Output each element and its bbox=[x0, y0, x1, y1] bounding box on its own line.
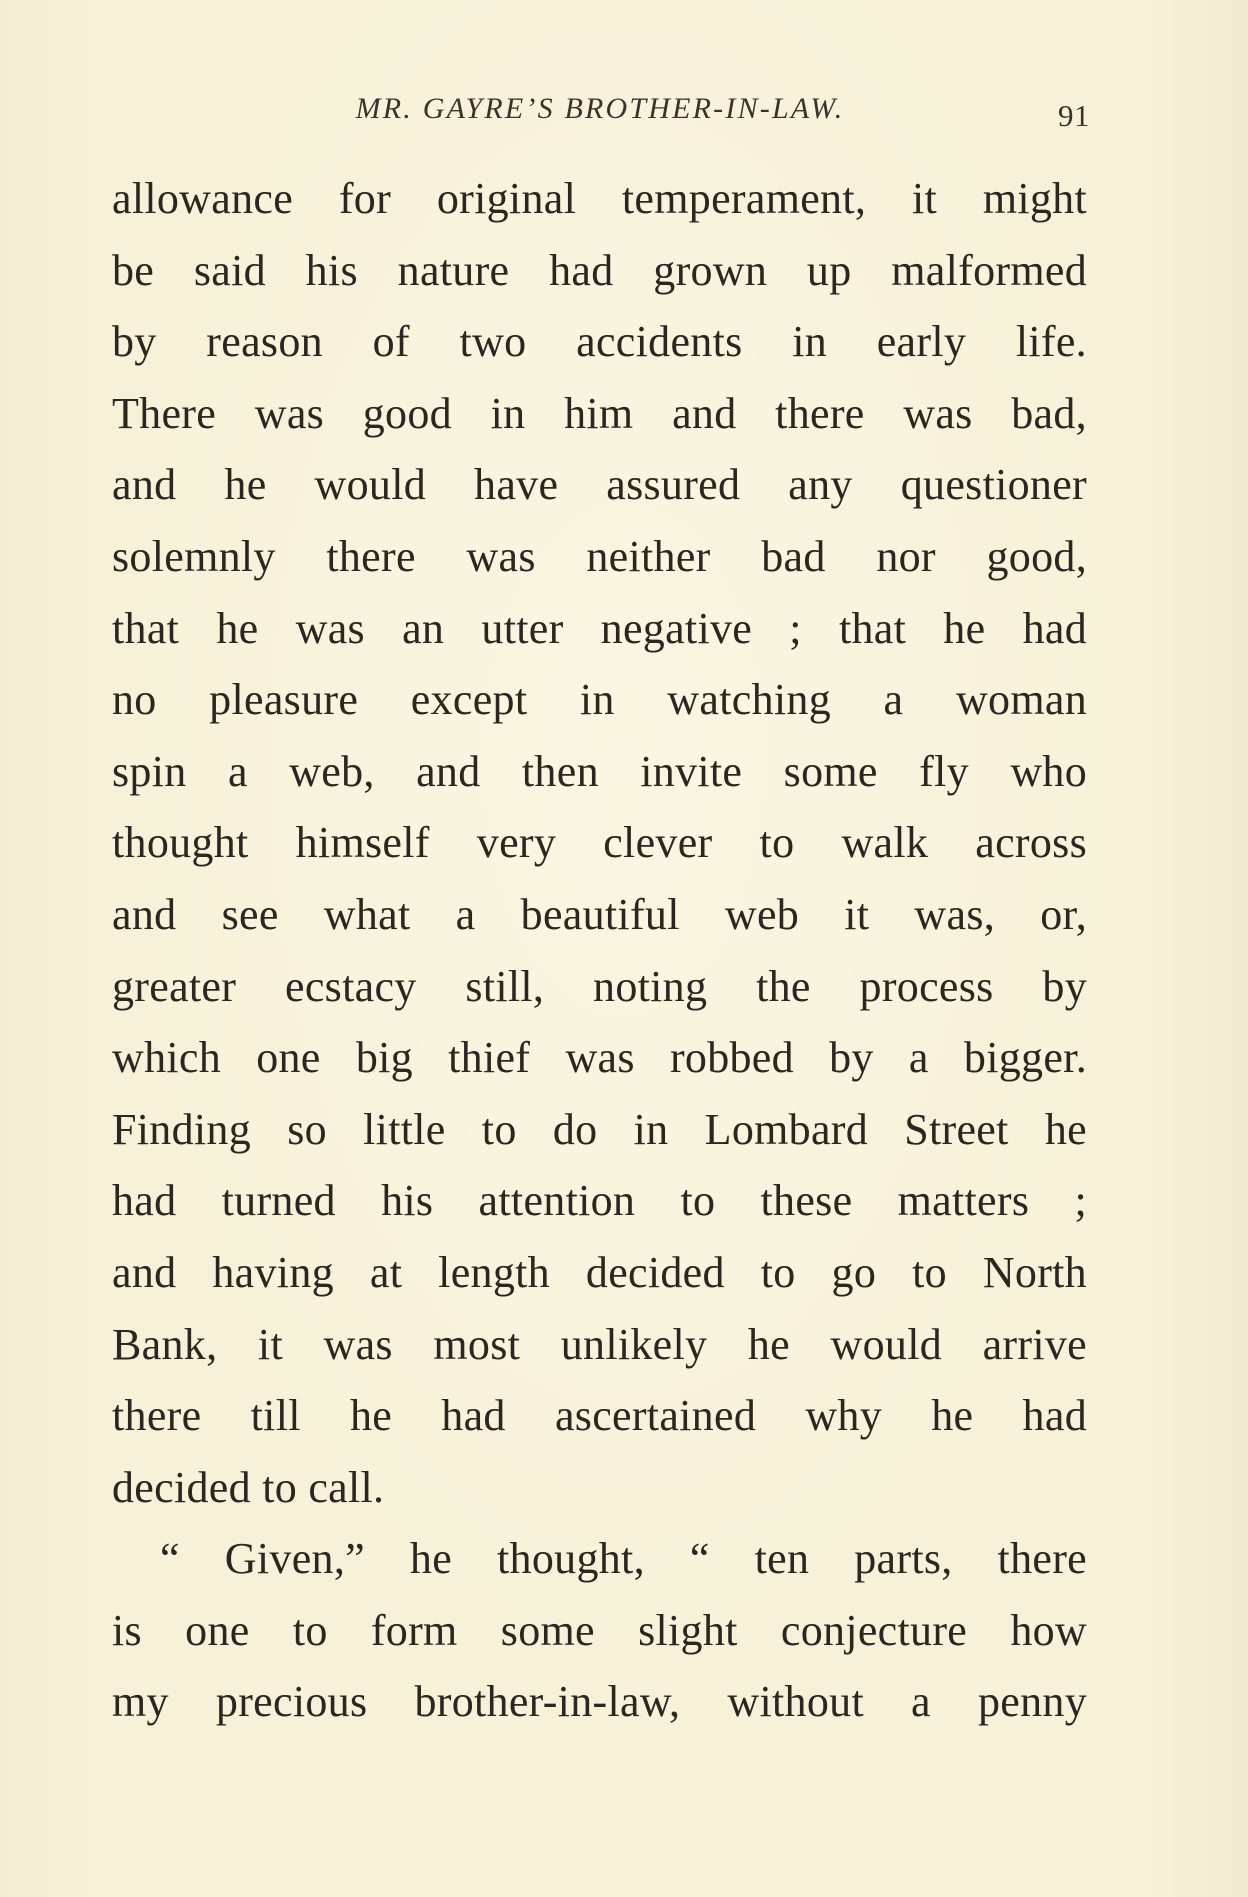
text-line: which one big thief was robbed by a bigger. bbox=[112, 1033, 1087, 1083]
text-line: and he would have assured any questioner bbox=[112, 460, 1087, 510]
text-line: thought himself very clever to walk across bbox=[112, 818, 1087, 868]
text-line: Bank, it was most unlikely he would arrive bbox=[112, 1319, 1087, 1369]
text-line: allowance for original temperament, it might bbox=[112, 174, 1087, 223]
text-line: that he was an utter negative ; that he had bbox=[112, 603, 1087, 653]
text-line: is one to form some slight conjecture how bbox=[112, 1605, 1087, 1655]
text-line-paragraph-start: “ Given,” he thought, “ ten parts, there bbox=[160, 1534, 1087, 1584]
text-line-paragraph-end: decided to call. bbox=[112, 1462, 385, 1512]
text-line: spin a web, and then invite some fly who bbox=[112, 746, 1087, 796]
text-line: my precious brother-in-law, without a penny bbox=[112, 1677, 1087, 1727]
text-line: no pleasure except in watching a woman bbox=[112, 675, 1087, 725]
text-line: There was good in him and there was bad, bbox=[112, 388, 1087, 438]
text-line: there till he had ascertained why he had bbox=[112, 1391, 1087, 1441]
text-line: had turned his attention to these matters ; bbox=[112, 1176, 1087, 1226]
text-line: be said his nature had grown up malformed bbox=[112, 245, 1087, 295]
running-title: MR. GAYRE’S BROTHER-IN-LAW. bbox=[355, 92, 845, 125]
text-line: by reason of two accidents in early life. bbox=[112, 317, 1087, 367]
body-text bbox=[112, 163, 1087, 1738]
running-head bbox=[110, 92, 1090, 136]
text-line: greater ecstacy still, noting the process by bbox=[112, 961, 1087, 1011]
page-number: 91 bbox=[1058, 98, 1090, 133]
text-line: Finding so little to do in Lombard Street he bbox=[112, 1104, 1087, 1154]
text-line: and having at length decided to go to North bbox=[112, 1247, 1087, 1297]
text-line: and see what a beautiful web it was, or, bbox=[112, 889, 1087, 939]
text-line: solemnly there was neither bad nor good, bbox=[112, 531, 1087, 581]
